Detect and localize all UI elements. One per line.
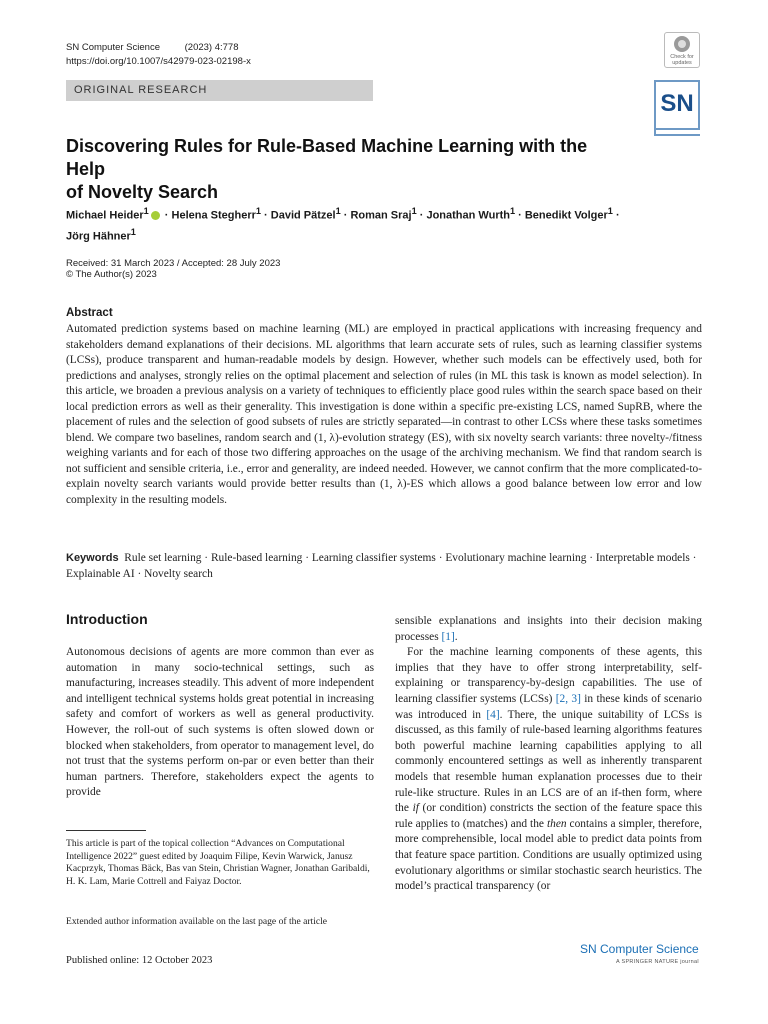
author-stegherr[interactable]: Helena Stegherr — [171, 209, 256, 222]
text-span: For the machine learning components of these agents, this implies that they have to offer strong interpretability, self-explaining or transparency-by-design capabilities. The use of learning classifier systems (LCSs) — [395, 646, 702, 705]
text-span: in these kinds of scenario was introduced in — [395, 692, 702, 721]
published-date: Published online: 12 October 2023 — [66, 955, 213, 966]
keywords-text: Rule set learning · Rule-based learning · Learning classifier systems · Evolutionary machine learning · Interpretable models · Explainable AI · Novelty search — [66, 552, 697, 580]
author-wurth[interactable]: Jonathan Wurth — [426, 209, 510, 222]
intro-paragraph-1: Autonomous decisions of agents are more common than ever as automation in many socio-technical settings, such as manufacturing, increases steadily. This advent of more independent and intelligent technical systems holds great potential in increasing safety and comfort of workers as well as general productivity. However, the roll-out of such systems is often slowed down or blocked when stakeholders, from operator to management level, do not trust that the systems perform on-par or even better than their human partners. Therefore, stakeholders expect the agents to provide — [66, 646, 374, 799]
author-haehner[interactable]: Jörg Hähner — [66, 230, 131, 243]
journal-volume: (2023) 4:778 — [184, 42, 239, 53]
author-line-1: Michael Heider$^1$ · Helena Stegherr$^1$ · David Pätzel$^1$ · Roman Sraj$^1$ · Jonathan Wurth$^1$ · Benedikt Volger$^1$ · — [66, 206, 620, 222]
section-badge: ORIGINAL RESEARCH — [66, 80, 373, 101]
keywords-label: Keywords — [66, 552, 119, 564]
title-line-2: of Novelty Search — [66, 182, 219, 202]
author-heider[interactable]: Michael Heider — [66, 209, 144, 222]
footnote-extended: Extended author information available on the last page of the article — [66, 916, 328, 927]
check-updates-label: Check for updates — [670, 54, 694, 66]
received-accepted: Received: 31 March 2023 / Accepted: 28 July 2023 — [66, 258, 281, 269]
doi-link[interactable]: https://doi.org/10.1007/s42979-023-02198-x — [66, 56, 251, 67]
text-span: . There, the unique suitability of LCSs is discussed, as this family of rule-based learning algorithms features both powerful machine learning capabilities applying to all commonly encountered settings as well as inherently transparent models that resemble human explanation processes due to their rule-like structure. Rules in an LCS are of an if-then form, where the — [395, 708, 702, 815]
left-column — [66, 645, 374, 801]
affiliation-sup: 1 — [411, 206, 417, 216]
springer-nature-logo: A SPRINGER NATURE journal — [616, 959, 699, 965]
footer-journal: SN Computer Science — [580, 942, 699, 956]
affiliation-sup: 1 — [130, 226, 136, 237]
keywords — [66, 550, 702, 582]
check-for-updates-button[interactable] — [664, 32, 700, 68]
affiliation-sup: 1 — [335, 206, 341, 216]
journal-name: SN Computer Science — [66, 42, 160, 53]
citation-link-4[interactable]: [4] — [486, 708, 500, 721]
affiliation-sup: 1 — [509, 206, 516, 216]
author-line-2 — [66, 224, 666, 245]
sn-logo: SN — [654, 80, 700, 130]
text-span: . — [454, 630, 458, 643]
introduction-heading: Introduction — [66, 611, 148, 627]
author-sraj[interactable]: Roman Sraj — [350, 209, 412, 222]
intro-paragraph-2 — [395, 645, 702, 895]
article-dates — [66, 258, 280, 280]
right-column — [395, 614, 702, 895]
copyright: © The Author(s) 2023 — [66, 269, 157, 280]
title-line-1: Discovering Rules for Rule-Based Machine Learning with the Help — [66, 136, 588, 179]
italic-if: if — [412, 802, 419, 815]
citation-link-1[interactable]: [1] — [441, 630, 455, 643]
affiliation-sup: 1 — [607, 206, 613, 216]
footnote-divider — [66, 830, 146, 831]
text-span: contains a simpler, therefore, more comprehensible, local model able to predict data points from that feature space partition. Conditions are usually optimized using evolutionary algorithms or similar stochastic search heuristics. The model’s practical transparency (or — [395, 817, 702, 893]
author-list — [66, 203, 666, 244]
article-title — [66, 135, 626, 204]
author-paetzel[interactable]: David Pätzel — [270, 209, 336, 222]
text-span: (or condition) constricts the section of the feature space this rule applies to (matches) and the — [395, 802, 703, 830]
journal-header — [66, 42, 239, 53]
affiliation-sup: 1 — [255, 206, 261, 216]
italic-then: then — [546, 817, 567, 830]
abstract-text: Automated prediction systems based on machine learning (ML) are employed in practical applications with increasing frequency and stakeholders demand explanations of their decisions. ML algorithms that learn accurate sets of rules, such as learning classifier systems (LCSs), produce transparent and human-readable models by design. However, whether such models can be effectively used, both for predictions and analyses, strongly relies on the optimal placement and selection of rules (in ML this task is known as model selection). In this article, we broaden a previous analysis on a variety of techniques to efficiently place good rules within the search space based on their local prediction errors as well as their generality. This investigation is done within a specific pre-existing LCS, named SupRB, where the placement of rules and the selection of good subsets of rules are strictly separated—in contrast to other LCSs where these tasks sometimes blend. We compare two baselines, random search and (1, λ)-evolution strategy (ES), with six novelty search variants: three novelty-/fitness weighing variants and for each of those two differing approaches on the usage of the archiving mechanism. We find that random search is not sufficient and sensible criteria, i.e., error and generality, are indeed needed. However, we cannot confirm that the more complicated-to-explain novelty search variants would provide better results than (1, λ)-ES which allows a good balance between low error and low complexity in the resulting models. — [66, 323, 702, 506]
bookmark-icon — [674, 36, 690, 52]
author-volger[interactable]: Benedikt Volger — [524, 209, 608, 222]
citation-link-2-3[interactable]: [2, 3] — [555, 692, 581, 705]
abstract-heading: Abstract — [66, 307, 113, 319]
orcid-icon[interactable] — [151, 211, 160, 220]
affiliation-sup: 1 — [143, 206, 149, 216]
text-span: sensible explanations and insights into their decision making processes — [395, 615, 702, 643]
footnote-collection: This article is part of the topical collection “Advances on Computational Intelligence 2022” guest edited by Joaquim Filipe, Kevin Warwick, Janusz Kacprzyk, Thomas Bäck, Bas van Stein, Christian Wagner, Jonathan Garibaldi, H. K. Lam, Marie Cottrell and Faiyaz Doctor. — [66, 838, 370, 887]
intro-paragraph-1-cont — [395, 614, 702, 645]
